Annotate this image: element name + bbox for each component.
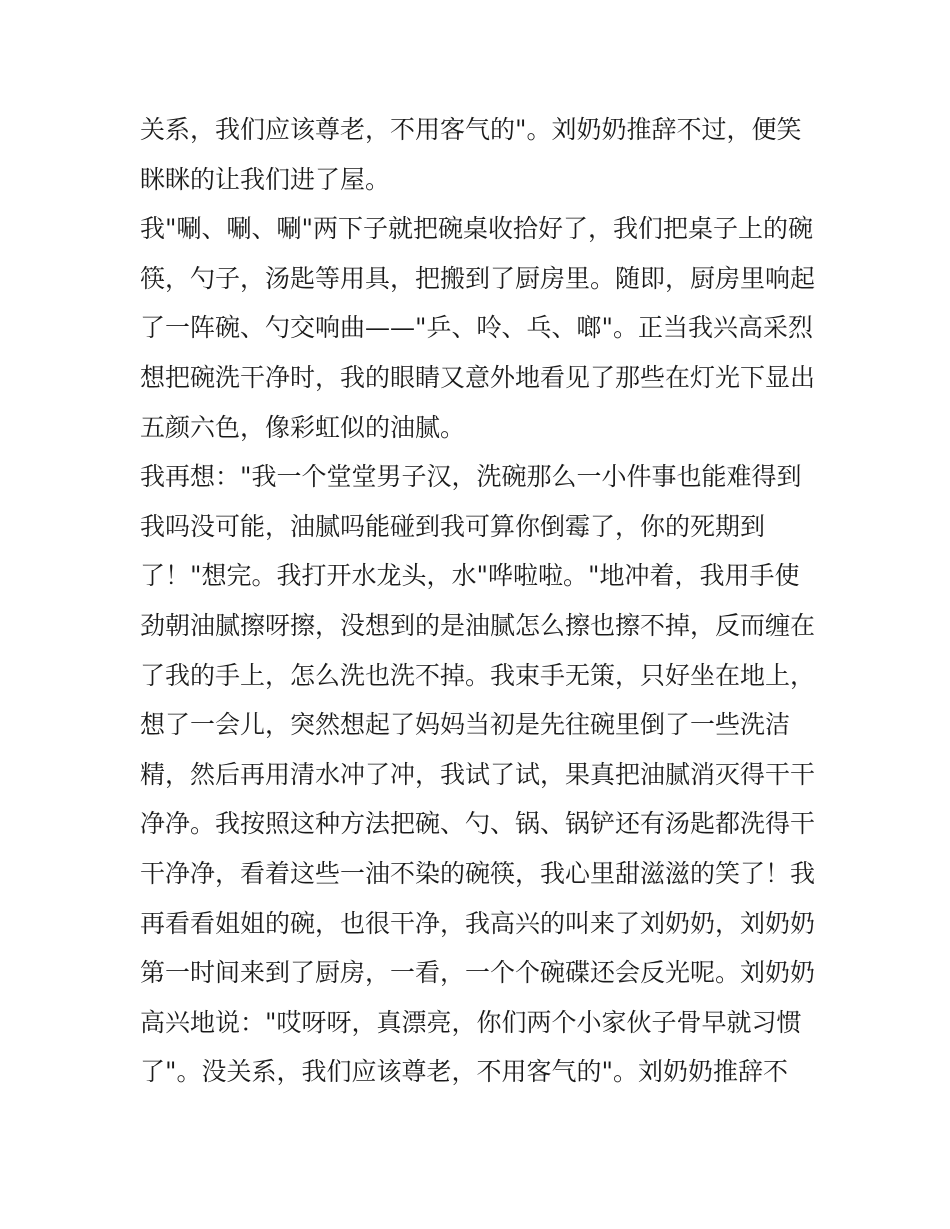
text-line: 眯眯的让我们进了屋。 bbox=[140, 164, 391, 194]
text-line: 第一时间来到了厨房，一看，一个个碗碟还会反光呢。刘奶奶 bbox=[140, 958, 816, 988]
text-line: 了一阵碗、勺交响曲——"乒、呤、乓、啷"。正当我兴高采烈 bbox=[140, 313, 814, 343]
text-line: 关系，我们应该尊老，不用客气的"。刘奶奶推辞不过，便笑 bbox=[140, 115, 802, 144]
text-line: 干净净，看着这些一油不染的碗筷，我心里甜滋滋的笑了！我 bbox=[140, 858, 816, 888]
text-line: 五颜六色，像彩虹似的油腻。 bbox=[140, 412, 466, 442]
text-line: 再看看姐姐的碗，也很干净，我高兴的叫来了刘奶奶，刘奶奶 bbox=[140, 908, 816, 938]
text-line: 净净。我按照这种方法把碗、勺、锅、锅铲还有汤匙都洗得干 bbox=[140, 809, 816, 839]
text-line: 我吗没可能，油腻吗能碰到我可算你倒霉了，你的死期到 bbox=[140, 511, 766, 541]
text-line: 筷，勺子，汤匙等用具，把搬到了厨房里。随即，厨房里响起 bbox=[140, 263, 816, 293]
text-line: 想了一会儿，突然想起了妈妈当初是先往碗里倒了一些洗洁 bbox=[140, 710, 791, 740]
body-text bbox=[140, 105, 830, 1097]
text-line: 劲朝油腻擦呀擦，没想到的是油腻怎么擦也擦不掉，反而缠在 bbox=[140, 610, 816, 640]
text-line: 想把碗洗干净时，我的眼睛又意外地看见了那些在灯光下显出 bbox=[140, 362, 816, 392]
text-line: 高兴地说："哎呀呀，真漂亮，你们两个小家伙子骨早就习惯 bbox=[140, 1007, 802, 1037]
text-line: 了！"想完。我打开水龙头，水"哗啦啦。"地冲着，我用手使 bbox=[140, 561, 800, 591]
text-line: 了"。没关系，我们应该尊老，不用客气的"。刘奶奶推辞不 bbox=[140, 1057, 789, 1087]
text-line: 我再想："我一个堂堂男子汉，洗碗那么一小件事也能难得到 bbox=[140, 462, 802, 492]
text-line: 了我的手上，怎么洗也洗不掉。我束手无策，只好坐在地上， bbox=[140, 660, 816, 690]
text-line: 我"唰、唰、唰"两下子就把碗桌收拾好了，我们把桌子上的碗 bbox=[140, 214, 814, 244]
text-line: 精，然后再用清水冲了冲，我试了试，果真把油腻消灭得干干 bbox=[140, 759, 816, 789]
